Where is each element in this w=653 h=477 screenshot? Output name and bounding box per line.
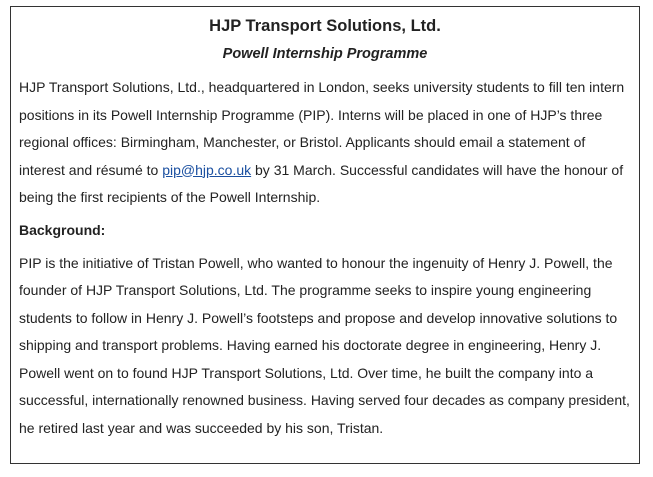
document-subtitle: Powell Internship Programme (222, 46, 428, 62)
intro-paragraph (19, 74, 631, 212)
document-frame (10, 6, 640, 464)
background-heading: Background: (19, 221, 106, 238)
email-link[interactable]: pip@hjp.co.uk (162, 161, 252, 178)
document-title: HJP Transport Solutions, Ltd. (209, 17, 441, 35)
intro-text-before-link: HJP Transport Solutions, Ltd., headquartered in London, seeks university students to fill ten intern positions in its Powell Internship Programme (PIP). Interns will be placed in one of HJP’s three regional offices: Birmingham, Manchester, or Bristol. Applicants should email a statement of interest and résumé to (19, 79, 625, 178)
intro-text-after-link: by 31 March. Successful candidates will have the honour of being the first recipients of the Powell Internship. (19, 161, 624, 205)
background-paragraph: PIP is the initiative of Tristan Powell, who wanted to honour the ingenuity of Henry J. Powell, the founder of HJP Transport Solutions, Ltd. The programme seeks to inspire young engineering students to follow in Henry J. Powell’s footsteps and propose and develop innovative solutions to shipping and transport problems. Having earned his doctorate degree in engineering, Henry J. Powell went on to found HJP Transport Solutions, Ltd. Over time, he built the company into a successful, internationally renowned business. Having served four decades as company president, he retired last year and was succeeded by his son, Tristan. (19, 254, 630, 436)
